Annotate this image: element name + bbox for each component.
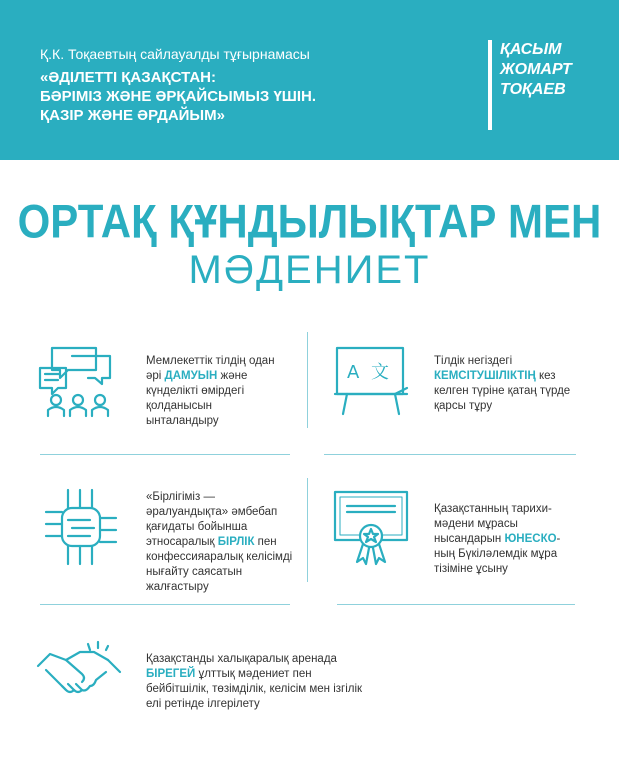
svg-text:A: A xyxy=(347,362,360,383)
horizontal-divider-right-1 xyxy=(324,454,576,455)
svg-text:文: 文 xyxy=(371,362,389,383)
logo-line-3: ТОҚАЕВ xyxy=(500,81,566,98)
horizontal-divider-right-2 xyxy=(337,604,575,605)
item-text-unique-culture: Қазақстанды халықаралық аренада БІРЕГЕЙ ұлттық мәдениет пен бейбітшілік, төзімділік, келісім мен ізгілік елі ретінде ілгерілету xyxy=(146,653,363,710)
logo-line-2: ЖОМАРТ xyxy=(500,61,572,78)
item-text-anti-discrimination: Тілдік негіздегі КЕМСІТУШІЛІКТІҢ кез келген түріне қатаң түрде қарсы тұру xyxy=(434,355,571,412)
item-text-ethnic-unity: «Бірлігіміз — әралуандықта» әмбебап қағидаты бойынша этносаралық БІРЛІК пен конфессияаралық келісімді нығайту саясатын жалғастыру xyxy=(146,491,293,593)
joined-hands-icon xyxy=(44,488,118,566)
vertical-divider-middle xyxy=(307,478,308,582)
platform-subtitle: Қ.К. Тоқаевтың сайлауалды тұғырнамасы xyxy=(40,46,310,62)
highlight-unity: БІРЛІК xyxy=(217,536,255,548)
highlight-unique: БІРЕГЕЙ xyxy=(146,668,196,680)
language-board-icon xyxy=(333,344,413,416)
logo-line-1: ҚАСЫМ xyxy=(500,41,562,58)
slogan-quote: «ӘДІЛЕТТІ ҚАЗАҚСТАН: БӘРІМІЗ ЖӘНЕ ӘРҚАЙСЫМЫЗ ҮШІН. ҚАЗІР ЖӘНЕ ӘРДАЙЫМ» xyxy=(40,69,317,124)
page-title-line-1: ОРТАҚ ҚҰНДЫЛЫҚТАР МЕН xyxy=(17,195,602,248)
handshake-icon xyxy=(36,640,122,704)
candidate-logo xyxy=(488,40,572,130)
highlight-development: ДАМУЫН xyxy=(164,370,218,382)
certificate-icon xyxy=(333,490,413,568)
header-banner xyxy=(0,0,619,160)
item-text-unesco-heritage: Қазақстанның тарихи-мәдени мұрасы нысандарын ЮНЕСКО-ның Бүкіләлемдік мұра тізіміне ұсыну xyxy=(434,503,561,575)
item-text-language-development: Мемлекеттік тілдің одан әрі ДАМУЫН және күнделікті өмірдегі қолданысын ынталандыру xyxy=(146,355,275,427)
vertical-divider-top xyxy=(307,332,308,428)
highlight-unesco: ЮНЕСКО xyxy=(504,533,557,545)
horizontal-divider-left-1 xyxy=(40,454,290,455)
discussion-icon xyxy=(38,344,120,418)
horizontal-divider-left-2 xyxy=(40,604,290,605)
page-title-line-2: МӘДЕНИЕТ xyxy=(188,248,431,292)
highlight-discrimination: КЕМСІТУШІЛІКТІҢ xyxy=(434,370,536,382)
